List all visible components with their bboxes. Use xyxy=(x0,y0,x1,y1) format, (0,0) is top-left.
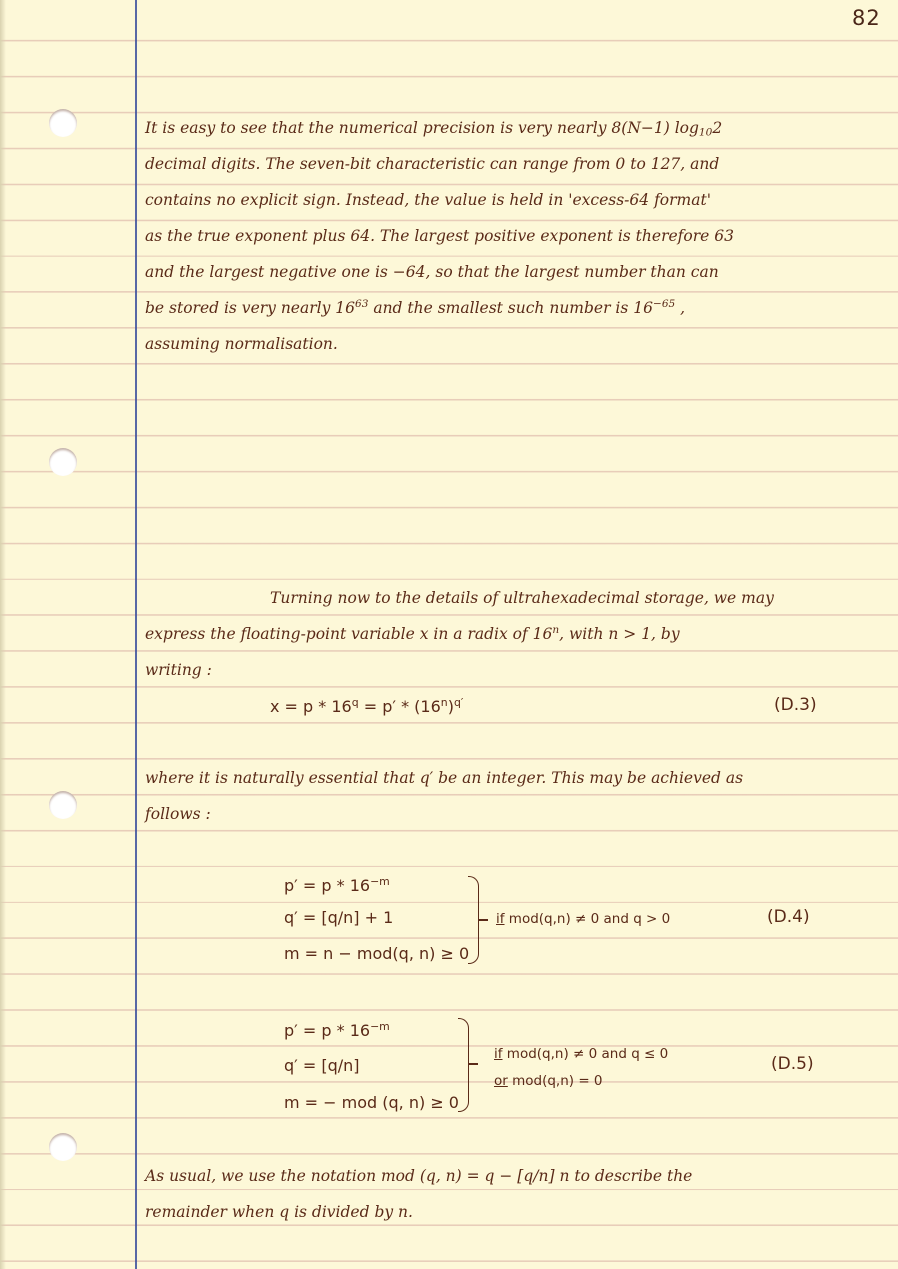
exponent: n xyxy=(440,696,448,710)
text: and the smallest such number is 16 xyxy=(368,299,653,317)
eq-text: = p′ * (16 xyxy=(358,697,441,716)
text: 2 xyxy=(712,119,723,137)
log-subscript: 10 xyxy=(698,126,713,139)
equation-d5-condition-1 xyxy=(494,1046,668,1062)
eq-text: x = p * 16 xyxy=(270,697,352,716)
punch-hole xyxy=(49,448,77,476)
paragraph-1-line-6 xyxy=(145,298,685,318)
equation-label-d5: (D.5) xyxy=(771,1054,814,1074)
equation-d4-condition xyxy=(496,911,670,927)
exponent: −m xyxy=(370,1020,390,1034)
equation-d4-row-2: q′ = [q/n] + 1 xyxy=(284,908,394,927)
paragraph-3-line-2: follows : xyxy=(145,805,211,823)
paragraph-1-line-5: and the largest negative one is −64, so that the largest number than can xyxy=(145,263,719,281)
equation-d3 xyxy=(270,697,463,717)
equation-d5-row-1 xyxy=(284,1021,390,1041)
paragraph-4-line-2: remainder when q is divided by n. xyxy=(145,1203,413,1221)
if-keyword: if xyxy=(494,1046,503,1062)
punch-hole xyxy=(49,109,77,137)
text: , xyxy=(675,299,686,317)
paragraph-2-line-1: Turning now to the details of ultrahexadecimal storage, we may xyxy=(270,589,774,607)
condition-text: mod(q,n) ≠ 0 and q > 0 xyxy=(504,911,671,927)
equation-label-d4: (D.4) xyxy=(767,907,810,927)
equation-d5-row-2: q′ = [q/n] xyxy=(284,1056,360,1075)
text: , with n > 1, by xyxy=(559,625,680,643)
paragraph-1-line-1 xyxy=(145,118,722,138)
equation-d5-condition-2 xyxy=(494,1073,603,1089)
condition-text: mod(q,n) ≠ 0 and q ≤ 0 xyxy=(502,1046,669,1062)
paragraph-2-line-3: writing : xyxy=(145,661,212,679)
equation-d4-row-1 xyxy=(284,876,390,896)
eq-text: ) xyxy=(447,697,454,716)
exponent: −m xyxy=(370,875,390,889)
paragraph-4-line-1: As usual, we use the notation mod (q, n) = q − [q/n] n to describe the xyxy=(145,1167,693,1185)
text: be stored is very nearly 16 xyxy=(145,299,355,317)
paragraph-3-line-1: where it is naturally essential that q′ be an integer. This may be achieved as xyxy=(145,769,744,787)
punch-hole xyxy=(49,1133,77,1161)
exponent: −65 xyxy=(653,298,676,311)
paragraph-1-line-4: as the true exponent plus 64. The largest positive exponent is therefore 63 xyxy=(145,227,734,245)
curly-brace-tip xyxy=(478,919,488,921)
equation-label-d3: (D.3) xyxy=(774,695,817,715)
curly-brace xyxy=(458,1018,469,1112)
text: express the floating-point variable x in a radix of 16 xyxy=(145,625,553,643)
curly-brace-tip xyxy=(468,1063,478,1065)
or-keyword: or xyxy=(494,1073,508,1089)
page-number: 82 xyxy=(852,6,881,30)
paragraph-1-line-3: contains no explicit sign. Instead, the value is held in 'excess-64 format' xyxy=(145,191,711,209)
exponent: q′ xyxy=(453,696,464,710)
exponent: q xyxy=(351,696,359,710)
eq-text: p′ = p * 16 xyxy=(284,1021,371,1040)
margin-line xyxy=(135,0,137,1269)
paragraph-2-line-2 xyxy=(145,624,680,644)
equation-d4-row-3: m = n − mod(q, n) ≥ 0 xyxy=(284,944,470,963)
exponent: 63 xyxy=(355,298,369,311)
equation-d5-row-3: m = − mod (q, n) ≥ 0 xyxy=(284,1093,459,1112)
condition-text: mod(q,n) = 0 xyxy=(507,1073,603,1089)
if-keyword: if xyxy=(496,911,505,927)
paragraph-1-line-2: decimal digits. The seven-bit characteristic can range from 0 to 127, and xyxy=(145,155,720,173)
paragraph-1-line-7: assuming normalisation. xyxy=(145,335,338,353)
exponent: n xyxy=(552,624,560,637)
eq-text: p′ = p * 16 xyxy=(284,876,371,895)
punch-hole xyxy=(49,791,77,819)
text: It is easy to see that the numerical precision is very nearly 8(N−1) log xyxy=(145,119,699,137)
